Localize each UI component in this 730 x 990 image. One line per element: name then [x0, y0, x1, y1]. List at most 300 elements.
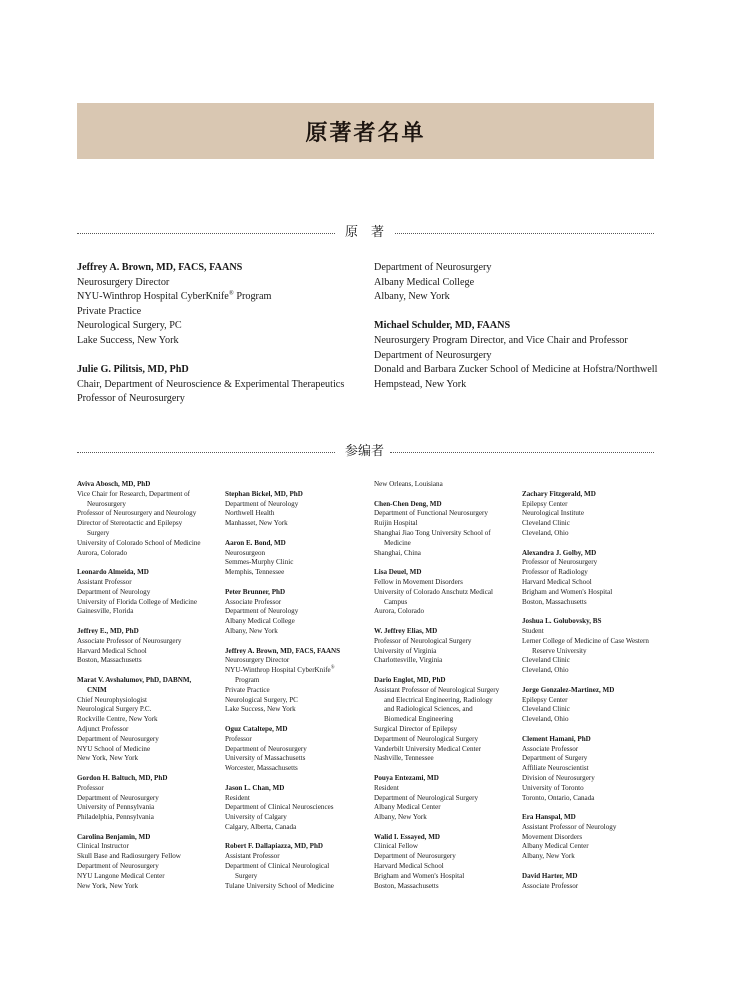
- affiliation-line: [225, 666, 365, 676]
- line-text: Harvard Medical School: [77, 646, 147, 655]
- line-text: Department of Clinical Neurosciences: [225, 803, 334, 812]
- line-text: Surgery: [87, 528, 110, 537]
- affiliation-line: [225, 823, 365, 833]
- line-text: Ruijin Hospital: [374, 519, 418, 528]
- line-text: Adjunct Professor: [77, 724, 129, 733]
- affiliation-line: [225, 617, 365, 627]
- authors-left-column: [77, 261, 362, 407]
- line-text: Clement Hamani, PhD: [522, 734, 591, 743]
- affiliation-line: [225, 882, 365, 892]
- affiliation-line: [374, 598, 514, 608]
- line-text: Assistant Professor: [225, 852, 280, 861]
- entry-spacer: [225, 637, 365, 647]
- line-text: Neurological Surgery P.C.: [77, 705, 152, 714]
- affiliation-line: [374, 862, 514, 872]
- line-text: and Electrical Engineering, Radiology: [384, 695, 493, 704]
- affiliation-line: [522, 558, 662, 568]
- affiliation-line: [77, 392, 362, 407]
- person-name: [522, 686, 662, 696]
- affiliation-line: [77, 276, 362, 291]
- line-text: Leonardo Almeida, MD: [77, 568, 149, 577]
- affiliation-line: [77, 803, 217, 813]
- line-text: Brigham and Women's Hospital: [374, 871, 465, 880]
- line-text: Alexandra J. Golby, MD: [522, 548, 597, 557]
- affiliation-line: [374, 842, 514, 852]
- line-text: Brigham and Women's Hospital: [522, 587, 613, 596]
- line-text: Department of Neurosurgery: [77, 862, 159, 871]
- title-banner: [77, 103, 654, 159]
- line-text: Memphis, Tennessee: [225, 568, 285, 577]
- affiliation-line: [77, 852, 217, 862]
- line-text: David Harter, MD: [522, 871, 578, 880]
- line-text: and Radiological Sciences, and: [384, 705, 473, 714]
- line-text: Harvard Medical School: [522, 577, 592, 586]
- line-text: Resident: [225, 793, 250, 802]
- affiliation-line: [225, 509, 365, 519]
- affiliation-line: [522, 794, 662, 804]
- entry-spacer: [522, 803, 662, 813]
- person-name: [374, 676, 514, 686]
- line-text: Jeffrey A. Brown, MD, FACS, FAANS: [77, 262, 243, 273]
- line-text: Epilepsy Center: [522, 499, 568, 508]
- affiliation-line: [374, 578, 514, 588]
- affiliation-line: [374, 334, 664, 349]
- line-text: Robert F. Dallapiazza, MD, PhD: [225, 842, 324, 851]
- line-text: Cleveland, Ohio: [522, 528, 569, 537]
- line-text: Neurosurgery: [87, 499, 126, 508]
- line-text: Boston, Massachusetts: [522, 597, 587, 606]
- affiliation-line: [77, 696, 217, 706]
- affiliation-line: [374, 290, 664, 305]
- registered-mark: ®: [228, 289, 234, 297]
- affiliation-line: [374, 607, 514, 617]
- affiliation-line: [225, 803, 365, 813]
- affiliation-line: [77, 725, 217, 735]
- line-text: Jeffrey A. Brown, MD, FACS, FAANS: [225, 646, 341, 655]
- line-text: Neurosurgeon: [225, 548, 266, 557]
- entry-spacer: [374, 823, 514, 833]
- line-text: Era Hanspal, MD: [522, 813, 576, 822]
- person-name: [77, 261, 362, 276]
- authors-section-label: 原 著: [345, 225, 385, 240]
- line-text: Lisa Deuel, MD: [374, 568, 422, 577]
- person-name: [374, 568, 514, 578]
- affiliation-line: [225, 745, 365, 755]
- line-text: NYU School of Medicine: [77, 744, 151, 753]
- line-text: Department of Neurological Surgery: [374, 734, 479, 743]
- line-text: Resident: [374, 783, 399, 792]
- affiliation-line: [225, 794, 365, 804]
- line-text: Peter Brunner, PhD: [225, 587, 286, 596]
- affiliation-line: [77, 813, 217, 823]
- affiliation-line: [77, 529, 217, 539]
- affiliation-line: [225, 500, 365, 510]
- line-text: University of Calgary: [225, 813, 287, 822]
- affiliation-line: [522, 647, 662, 657]
- affiliation-line: [374, 539, 514, 549]
- entry-spacer: [77, 823, 217, 833]
- line-text: Department of Neurosurgery: [374, 349, 492, 361]
- affiliation-line: [522, 715, 662, 725]
- affiliation-line: [522, 637, 662, 647]
- entry-spacer: [77, 349, 362, 364]
- line-text: Reserve University: [532, 646, 587, 655]
- affiliation-line: [77, 794, 217, 804]
- line-text: Neurosurgery Program Director, and Vice Chair and Professor: [374, 334, 628, 346]
- line-text: University of Florida College of Medicine: [77, 597, 197, 606]
- affiliation-line: [225, 862, 365, 872]
- affiliation-line: [77, 607, 217, 617]
- line-text: University of Colorado Anschutz Medical: [374, 587, 493, 596]
- authors-section-header: [77, 226, 654, 240]
- affiliation-line: [374, 480, 514, 490]
- affiliation-line: [77, 754, 217, 764]
- affiliation-line: [225, 754, 365, 764]
- line-text: Stephan Bickel, MD, PhD: [225, 489, 303, 498]
- affiliation-line: [77, 500, 217, 510]
- line-text: Nashville, Tennessee: [374, 754, 434, 763]
- person-name: [77, 676, 217, 686]
- line-text: NYU-Winthrop Hospital CyberKnife: [77, 291, 229, 303]
- line-text: Aurora, Colorado: [77, 548, 128, 557]
- person-name: [77, 686, 217, 696]
- affiliation-line: [374, 696, 514, 706]
- line-text: Department of Neurological Surgery: [374, 793, 479, 802]
- affiliation-line: [225, 549, 365, 559]
- divider-left: [77, 233, 335, 234]
- line-text: Biomedical Engineering: [384, 715, 454, 724]
- line-text: Northwell Health: [225, 509, 275, 518]
- line-text: Lake Success, New York: [77, 334, 179, 346]
- affiliation-line: [225, 735, 365, 745]
- line-text: Aurora, Colorado: [374, 607, 425, 616]
- affiliation-line: [77, 378, 362, 393]
- line-text: Professor of Neurological Surgery: [374, 636, 472, 645]
- affiliation-line: [374, 261, 664, 276]
- line-text: Neurological Institute: [522, 509, 585, 518]
- line-text: Movement Disorders: [522, 832, 583, 841]
- line-text: Jason L. Chan, MD: [225, 783, 285, 792]
- affiliation-line: [374, 519, 514, 529]
- person-name: [522, 735, 662, 745]
- line-text: Chief Neurophysiologist: [77, 695, 147, 704]
- line-text: Vanderbilt University Medical Center: [374, 744, 481, 753]
- line-text: Albany, New York: [522, 852, 575, 861]
- affiliation-line: [522, 842, 662, 852]
- line-text: Professor of Radiology: [522, 568, 588, 577]
- affiliation-line: [77, 735, 217, 745]
- line-text: Assistant Professor of Neurology: [522, 822, 617, 831]
- person-name: [374, 833, 514, 843]
- affiliation-line: [225, 676, 365, 686]
- entry-spacer: [225, 715, 365, 725]
- affiliation-line: [225, 598, 365, 608]
- line-text: Private Practice: [77, 305, 142, 317]
- person-name: [374, 627, 514, 637]
- affiliation-line: [77, 305, 362, 320]
- line-text: Chair, Department of Neuroscience & Experimental Therapeutics: [77, 378, 345, 390]
- affiliation-line: [225, 852, 365, 862]
- affiliation-line: [77, 509, 217, 519]
- line-text: Albany, New York: [374, 291, 450, 303]
- line-text: Clinical Instructor: [77, 842, 129, 851]
- line-text: Private Practice: [225, 685, 270, 694]
- affiliation-line: [522, 568, 662, 578]
- line-text: University of Massachusetts: [225, 754, 306, 763]
- line-text: University of Toronto: [522, 783, 584, 792]
- line-text: Lake Success, New York: [225, 705, 296, 714]
- line-text: Professor of Neurosurgery: [77, 393, 185, 405]
- line-text: Student: [522, 626, 544, 635]
- line-text: Professor: [225, 734, 252, 743]
- line-text: Professor of Neurosurgery and Neurology: [77, 509, 197, 518]
- entry-spacer: [77, 558, 217, 568]
- line-text: Chen-Chen Deng, MD: [374, 499, 442, 508]
- line-text: Shanghai Jiao Tong University School of: [374, 528, 491, 537]
- affiliation-line: [522, 578, 662, 588]
- contributors-section-header: [77, 445, 654, 459]
- affiliation-line: [77, 715, 217, 725]
- line-text: Department of Neurology: [225, 499, 299, 508]
- person-name: [77, 627, 217, 637]
- affiliation-line: [77, 290, 362, 305]
- affiliation-line: [522, 833, 662, 843]
- affiliation-line: [374, 882, 514, 892]
- affiliation-line: [374, 363, 664, 378]
- registered-mark: ®: [330, 665, 335, 671]
- entry-spacer: [522, 725, 662, 735]
- entry-spacer: [374, 490, 514, 500]
- person-name: [522, 617, 662, 627]
- person-name: [374, 500, 514, 510]
- line-text: Michael Schulder, MD, FAANS: [374, 320, 511, 332]
- affiliation-line: [374, 705, 514, 715]
- entry-spacer: [374, 305, 664, 320]
- entry-spacer: [225, 529, 365, 539]
- affiliation-line: [374, 715, 514, 725]
- line-text: Vice Chair for Research, Department of: [77, 489, 191, 498]
- person-name: [77, 774, 217, 784]
- line-text: Associate Professor of Neurosurgery: [77, 636, 182, 645]
- line-text: New York, New York: [77, 754, 139, 763]
- line-text: Albany, New York: [225, 626, 278, 635]
- affiliation-line: [522, 519, 662, 529]
- contributors-section-label: 参编者: [345, 444, 385, 459]
- line-text: Program: [235, 675, 260, 684]
- person-name: [374, 774, 514, 784]
- line-text: University of Colorado School of Medicine: [77, 538, 201, 547]
- affiliation-line: [374, 637, 514, 647]
- line-text: New York, New York: [77, 881, 139, 890]
- affiliation-line: [77, 519, 217, 529]
- line-text: Albany Medical College: [225, 617, 295, 626]
- affiliation-line: [522, 774, 662, 784]
- line-text: Albany Medical College: [374, 276, 475, 288]
- affiliation-line: [522, 666, 662, 676]
- entry-spacer: [522, 862, 662, 872]
- line-text: Neurosurgery Director: [225, 656, 290, 665]
- line-text: Tulane University School of Medicine: [225, 881, 334, 890]
- entry-spacer: [374, 558, 514, 568]
- affiliation-line: [225, 872, 365, 882]
- line-text: Department of Clinical Neurological: [225, 862, 330, 871]
- affiliation-line: [522, 745, 662, 755]
- line-text: Carolina Benjamin, MD: [77, 832, 151, 841]
- line-text: Professor: [77, 783, 104, 792]
- contributors-column-2: [225, 480, 365, 891]
- affiliation-line: [522, 627, 662, 637]
- line-text: Neurological Surgery, PC: [225, 695, 298, 704]
- person-name: [77, 480, 217, 490]
- person-name: [225, 842, 365, 852]
- affiliation-line: [374, 852, 514, 862]
- entry-spacer: [225, 833, 365, 843]
- affiliation-line: [522, 696, 662, 706]
- line-text: Department of Neurology: [77, 587, 151, 596]
- person-name: [225, 490, 365, 500]
- line-text: Joshua L. Golubovsky, BS: [522, 617, 602, 626]
- affiliation-line: [374, 803, 514, 813]
- entry-spacer: [522, 676, 662, 686]
- affiliation-line: [374, 725, 514, 735]
- line-text: Epilepsy Center: [522, 695, 568, 704]
- entry-spacer: [374, 617, 514, 627]
- affiliation-line: [77, 705, 217, 715]
- affiliation-line: [77, 539, 217, 549]
- person-name: [225, 647, 365, 657]
- affiliation-line: [522, 529, 662, 539]
- line-text: Dario Englot, MD, PhD: [374, 675, 446, 684]
- divider-right: [395, 233, 654, 234]
- line-text: Cleveland Clinic: [522, 519, 570, 528]
- affiliation-line: [225, 705, 365, 715]
- affiliation-line: [225, 519, 365, 529]
- line-text: Semmes-Murphy Clinic: [225, 558, 294, 567]
- affiliation-line: [374, 872, 514, 882]
- affiliation-line: [77, 334, 362, 349]
- affiliation-line: [77, 862, 217, 872]
- line-text-suffix: Program: [233, 291, 272, 303]
- line-text: Pouya Entezami, MD: [374, 773, 439, 782]
- person-name: [522, 490, 662, 500]
- line-text: Assistant Professor of Neurological Surgery: [374, 685, 500, 694]
- contributors-column-3: [374, 480, 514, 891]
- line-text: Affiliate Neuroscientist: [522, 764, 589, 773]
- line-text: Julie G. Pilitsis, MD, PhD: [77, 364, 189, 376]
- affiliation-line: [77, 319, 362, 334]
- line-text: Albany Medical Center: [374, 803, 441, 812]
- affiliation-line: [225, 656, 365, 666]
- line-text: Cleveland Clinic: [522, 656, 570, 665]
- line-text: Department of Neurology: [225, 607, 299, 616]
- line-text: Jorge Gonzalez-Martinez, MD: [522, 685, 615, 694]
- line-text: Harvard Medical School: [374, 862, 444, 871]
- line-text: Hempstead, New York: [374, 378, 467, 390]
- affiliation-line: [522, 509, 662, 519]
- entry-spacer: [225, 578, 365, 588]
- entry-spacer: [522, 607, 662, 617]
- affiliation-line: [225, 764, 365, 774]
- affiliation-line: [374, 378, 664, 393]
- line-text: Fellow in Movement Disorders: [374, 577, 463, 586]
- line-text: Clinical Fellow: [374, 842, 418, 851]
- contributors-column-4: [522, 480, 662, 891]
- line-text: Donald and Barbara Zucker School of Medicine at Hofstra/Northwell: [374, 364, 658, 376]
- line-text: New Orleans, Louisiana: [374, 480, 443, 488]
- line-text: Manhasset, New York: [225, 519, 288, 528]
- affiliation-line: [77, 598, 217, 608]
- line-text: Gainesville, Florida: [77, 607, 134, 616]
- affiliation-line: [374, 529, 514, 539]
- person-name: [225, 539, 365, 549]
- line-text: University of Virginia: [374, 646, 437, 655]
- line-text: Philadelphia, Pennsylvania: [77, 813, 154, 822]
- entry-spacer: [77, 666, 217, 676]
- line-text: Department of Functional Neurosurgery: [374, 509, 488, 518]
- person-name: [77, 363, 362, 378]
- affiliation-line: [522, 754, 662, 764]
- page-title: 原著者名单: [305, 119, 426, 146]
- affiliation-line: [77, 872, 217, 882]
- line-text: Department of Neurosurgery: [374, 262, 492, 273]
- entry-spacer: [522, 539, 662, 549]
- affiliation-line: [374, 349, 664, 364]
- affiliation-line: [522, 500, 662, 510]
- affiliation-line: [522, 823, 662, 833]
- line-text: Skull Base and Radiosurgery Fellow: [77, 852, 181, 861]
- line-text: Aaron E. Bond, MD: [225, 538, 286, 547]
- person-name: [77, 833, 217, 843]
- line-text: Boston, Massachusetts: [374, 881, 439, 890]
- person-name: [522, 872, 662, 882]
- authors-right-column: [374, 261, 664, 392]
- line-text: Surgery: [235, 871, 258, 880]
- line-text: Walid I. Essayed, MD: [374, 832, 441, 841]
- line-text: Zachary Fitzgerald, MD: [522, 489, 596, 498]
- affiliation-line: [77, 578, 217, 588]
- line-text: Charlottesville, Virginia: [374, 656, 443, 665]
- affiliation-line: [374, 794, 514, 804]
- affiliation-line: [522, 784, 662, 794]
- line-text: Shanghai, China: [374, 548, 421, 557]
- line-text: Aviva Abosch, MD, PhD: [77, 480, 151, 488]
- affiliation-line: [77, 656, 217, 666]
- line-text: Associate Professor: [522, 881, 579, 890]
- affiliation-line: [522, 705, 662, 715]
- affiliation-line: [374, 656, 514, 666]
- entry-spacer: [77, 764, 217, 774]
- affiliation-line: [225, 568, 365, 578]
- person-name: [522, 549, 662, 559]
- line-text: Professor of Neurosurgery: [522, 558, 598, 567]
- line-text: NYU Langone Medical Center: [77, 871, 165, 880]
- line-text: Boston, Massachusetts: [77, 656, 142, 665]
- affiliation-line: [77, 490, 217, 500]
- affiliation-line: [522, 852, 662, 862]
- affiliation-line: [77, 882, 217, 892]
- affiliation-line: [522, 656, 662, 666]
- person-name: [374, 319, 664, 334]
- affiliation-line: [374, 754, 514, 764]
- affiliation-line: [77, 842, 217, 852]
- line-text: Oguz Cataltepe, MD: [225, 724, 288, 733]
- line-text: Associate Professor: [225, 597, 282, 606]
- line-text: NYU-Winthrop Hospital CyberKnife: [225, 666, 331, 675]
- divider-right: [390, 452, 654, 453]
- line-text: Calgary, Alberta, Canada: [225, 822, 297, 831]
- line-text: Worcester, Massachusetts: [225, 764, 298, 773]
- affiliation-line: [374, 647, 514, 657]
